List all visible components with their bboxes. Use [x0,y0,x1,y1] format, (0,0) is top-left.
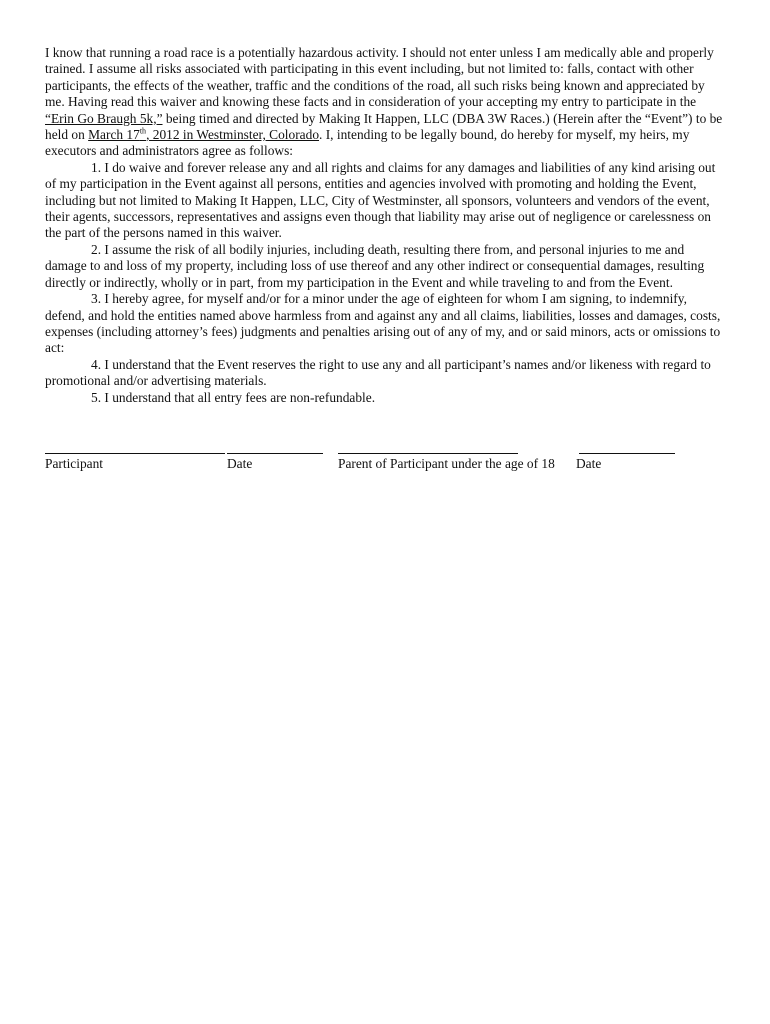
clause-5: 5. I understand that all entry fees are non-refundable. [91,389,376,405]
intro-text-3: . I, intending to be legally bound, do hereby for myself, my heirs, my executors and administrators agree as follows: [45,127,690,159]
event-date-location: , 2012 in Westminster, Colorado [146,127,320,143]
event-date-day: March 17 [88,127,140,143]
participant-label: Participant [45,456,104,471]
intro-paragraph [45,45,727,160]
participant-date-line[interactable] [227,453,323,454]
clause-4: 4. I understand that the Event reserves the right to use any and all participant’s names and/or likeness with regard to promotional and/or advertising materials. [45,356,711,389]
intro-text-1: I know that running a road race is a potentially hazardous activity. I should not enter unless I am medically able and properly trained. I assume all risks associated with participating in this event including, but not limited to: falls, contact with other participants, the effects of the weather, traffic and the conditions of the road, all such risks being known and appreciated by me. Having read this waiver and knowing these facts and in consideration of your accepting my entry to participate in the [45,45,714,110]
clause-1: 1. I do waive and forever release any and all rights and claims for any damages and liabilities of any kind arising out of my participation in the Event against all persons, entities and agencies involved with promoting and holding the Event, including but not limited to Making It Happen, LLC, City of Westminster, all sponsors, volunteers and vendors of the event, their agents, successors, representatives and assigns even though that liability may arise out of negligence or carelessness on the part of the persons named in this waiver. [45,159,716,241]
intro-text-2: being timed and directed by Making It Happen, LLC (DBA 3W Races.) (Herein after the “Event”) to be held on [45,110,723,143]
parent-label: Parent of Participant under the age of 18 [338,456,555,471]
clause-3: 3. I hereby agree, for myself and/or for a minor under the age of eighteen for whom I am signing, to indemnify, defend, and hold the entities named above harmless from and against any and all claims, liabilities, losses and damages, costs, expenses (including attorney’s fees) judgments and penalties arising out of any of my, and or said minors, acts or omissions to act: [45,291,721,356]
waiver-body [45,45,727,406]
parent-signature-line[interactable] [338,453,518,454]
event-date-suffix: th [139,126,147,136]
participant-signature-line[interactable] [45,453,225,454]
event-date [88,127,319,142]
parent-date-line[interactable] [579,453,675,454]
parent-date-label: Date [576,456,602,471]
event-name: “Erin Go Braugh 5k,” [45,110,163,126]
clause-2: 2. I assume the risk of all bodily injuries, including death, resulting there from, and personal injuries to me and damage to and loss of my property, including loss of use thereof and any other indirect or consequential damages, resulting directly or indirectly, wholly or in part, from my participation in the Event and while traveling to and from the Event. [45,241,705,290]
participant-date-label: Date [227,456,253,471]
